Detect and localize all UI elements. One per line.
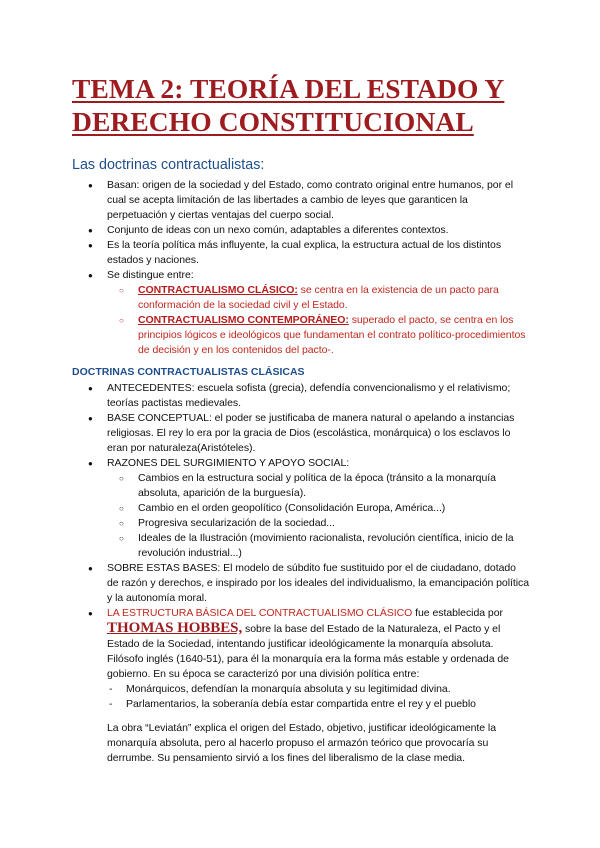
sub-item-clasico <box>119 283 530 313</box>
estructura-text-b: sobre la base del Estado de la Naturaleza, el Pacto y el Estado de la Sociedad, intentando justificar ideológicamente la monarquía absoluta. Filósofo inglés (1640-51), para él la monarquía era la forma más estable y ordenada de gobierno. En su época se caracterizó por una división política entre: <box>107 623 509 680</box>
text-clasico: se centra en la existencia de un pacto para conformación de la sociedad civil y el Estado. <box>138 284 499 311</box>
section2-list <box>88 381 530 766</box>
section-heading-clasicas: DOCTRINAS CONTRACTUALISTAS CLÁSICAS <box>72 366 305 378</box>
text-contemporaneo: superado el pacto, se centra en los principios lógicos e ideológicos que fundamentan el contrato político-procedimientos de decisión y en los contenidos del pacto-. <box>138 314 526 356</box>
list-item-estructura <box>88 606 530 682</box>
sub-item: ○ Ideales de la Ilustración (movimiento racionalista, revolución científica, inicio de la revolución industrial...) <box>119 531 530 561</box>
hobbes-name: THOMAS HOBBES, <box>107 620 243 636</box>
list-item-antecedentes: ● ANTECEDENTES: escuela sofista (grecia), defendía convencionalismo y el relativismo; teorías pactistas medievales. <box>88 381 530 411</box>
leviatan-paragraph: La obra “Leviatán” explica el origen del Estado, objetivo, justificar ideológicamente la monarquía absoluta, pero al hacerlo propuso el armazón teórico que provocaría su derrumbe. Su pensamiento sirvió a los fines del liberalismo de la clase media. <box>107 722 496 764</box>
sub-item: ○ Progresiva secularización de la sociedad... <box>119 516 530 531</box>
label-contemporaneo: CONTRACTUALISMO CONTEMPORÁNEO: <box>138 314 349 326</box>
section1-list <box>88 178 530 358</box>
list-item: ● Basan: origen de la sociedad y del Estado, como contrato original entre humanos, por el cual se acepta limitación de las libertades a cambio de leyes que garanticen la perpetuación y ciertas ventajas del cuerpo social. <box>88 178 530 223</box>
sub-item: ○ Cambio en el orden geopolítico (Consolidación Europa, América...) <box>119 501 530 516</box>
page-title: TEMA 2: TEORÍA DEL ESTADO Y DERECHO CONSTITUCIONAL <box>72 73 505 137</box>
list-item-razones: ● RAZONES DEL SURGIMIENTO Y APOYO SOCIAL: <box>88 456 530 471</box>
sub-item: ○ Cambios en la estructura social y política de la época (tránsito a la monarquía absoluta, aparición de la burguesía). <box>119 471 530 501</box>
estructura-text-a: fue establecida por <box>412 607 503 619</box>
list-item: ● Es la teoría política más influyente, la cual explica, la estructura actual de los distintos estados y naciones. <box>88 238 530 268</box>
list-item-base: ● BASE CONCEPTUAL: el poder se justificaba de manera natural o apelando a instancias religiosas. El rey lo era por la gracia de Dios (escolástica, monárquica) o los esclavos lo eran por naturaleza(Aristóteles). <box>88 411 530 456</box>
list-item-sobre: ● SOBRE ESTAS BASES: El modelo de súbdito fue sustituido por el de ciudadano, dotado de razón y derechos, e inspirado por los ideales del individualismo, la emancipación política y la autonomía moral. <box>88 561 530 606</box>
sub-item-contemporaneo <box>119 313 530 358</box>
section-heading-doctrinas: Las doctrinas contractualistas: <box>72 157 265 173</box>
division-item: - Monárquicos, defendían la monarquía absoluta y su legitimidad divina. <box>107 682 530 697</box>
label-clasico: CONTRACTUALISMO CLÁSICO: <box>138 284 298 296</box>
estructura-label: LA ESTRUCTURA BÁSICA DEL CONTRACTUALISMO CLÁSICO <box>107 607 413 619</box>
list-item: ● Conjunto de ideas con un nexo común, adaptables a diferentes contextos. <box>88 223 530 238</box>
division-item: - Parlamentarios, la soberanía debía estar compartida entre el rey y el pueblo <box>107 697 530 712</box>
list-item: ● Se distingue entre: <box>88 268 530 283</box>
